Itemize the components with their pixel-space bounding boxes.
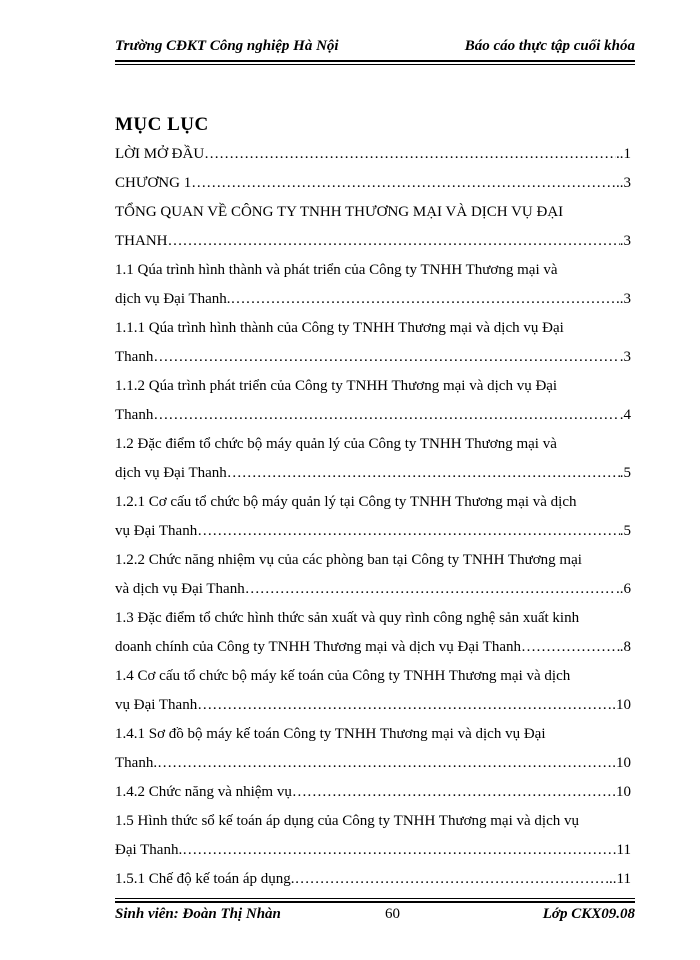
toc-line	[115, 169, 631, 198]
toc-page-number: .3	[619, 349, 631, 365]
toc-leader-dots	[153, 401, 619, 430]
toc-line-text: dịch vụ Đại Thanh.	[115, 291, 231, 307]
toc-leader-dots	[295, 865, 609, 894]
toc-line	[115, 691, 631, 720]
toc-line-text: 1.1.1 Qúa trình hình thành của Công ty TNHH Thương mại và dịch vụ Đại	[115, 320, 564, 336]
toc-line	[115, 720, 631, 749]
report-title: Báo cáo thực tập cuối khóa	[464, 38, 635, 54]
toc-title: MỤC LỤC	[115, 114, 209, 135]
toc-page-number: ..3	[616, 175, 631, 191]
toc-leader-dots	[153, 343, 619, 372]
toc-leader-dots	[191, 169, 616, 198]
toc-line-text: Đại Thanh.	[115, 842, 183, 858]
toc-page-number: ..1	[616, 146, 631, 162]
toc-line-text: và dịch vụ Đại Thanh	[115, 581, 245, 597]
toc-leader-dots	[197, 517, 620, 546]
toc-line	[115, 285, 631, 314]
toc-page-number: .3	[619, 233, 631, 249]
student-name: Sinh viên: Đoàn Thị Nhàn	[115, 906, 281, 922]
toc-line	[115, 633, 631, 662]
toc-leader-dots	[292, 778, 612, 807]
class-code: Lớp CKX09.08	[542, 906, 635, 922]
table-of-contents	[115, 140, 631, 894]
header-rule-thin	[115, 64, 635, 65]
toc-line-text: 1.4.2 Chức năng và nhiệm vụ	[115, 784, 292, 800]
toc-line	[115, 575, 631, 604]
toc-page-number: .4	[619, 407, 631, 423]
toc-line-text: THANH	[115, 233, 168, 249]
toc-line	[115, 749, 631, 778]
toc-line-text: 1.1.2 Qúa trình phát triển của Công ty TNHH Thương mại và dịch vụ Đại	[115, 378, 558, 394]
toc-line-text: 1.4 Cơ cấu tổ chức bộ máy kế toán của Công ty TNHH Thương mại và dịch	[115, 668, 571, 684]
toc-line	[115, 430, 631, 459]
toc-line-text: vụ Đại Thanh	[115, 697, 198, 713]
school-name: Trường CĐKT Công nghiệp Hà Nội	[115, 38, 339, 54]
toc-line	[115, 662, 631, 691]
toc-line-text: 1.3 Đặc điểm tổ chức hình thức sản xuất và quy rình công nghệ sản xuất kinh	[115, 610, 580, 626]
toc-line	[115, 807, 631, 836]
toc-line	[115, 836, 631, 865]
toc-line-text: CHƯƠNG 1	[115, 175, 192, 191]
toc-leader-dots	[245, 575, 616, 604]
toc-line	[115, 227, 631, 256]
toc-page-number: .8	[619, 639, 631, 655]
toc-line-text: TỔNG QUAN VỀ CÔNG TY TNHH THƯƠNG MẠI VÀ DỊCH VỤ ĐẠI	[115, 204, 564, 220]
toc-line	[115, 343, 631, 372]
toc-line	[115, 604, 631, 633]
toc-line	[115, 517, 631, 546]
toc-line-text: 1.2 Đặc điểm tổ chức bộ máy quản lý của Công ty TNHH Thương mại và	[115, 436, 557, 452]
toc-leader-dots	[197, 691, 612, 720]
toc-page-number: .10	[612, 697, 631, 713]
toc-line	[115, 488, 631, 517]
toc-line-text: Thanh	[115, 349, 154, 365]
toc-page-number: .10	[612, 755, 631, 771]
toc-line-text: dịch vụ Đại Thanh	[115, 465, 227, 481]
toc-line	[115, 546, 631, 575]
toc-line	[115, 372, 631, 401]
toc-line	[115, 198, 631, 227]
toc-page-number: .5	[619, 465, 631, 481]
toc-leader-dots	[521, 633, 620, 662]
toc-line-text: 1.5 Hình thức sổ kế toán áp dụng của Công ty TNHH Thương mại và dịch vụ	[115, 813, 579, 829]
toc-line-text: 1.1 Qúa trình hình thành và phát triển của Công ty TNHH Thương mại và	[115, 262, 558, 278]
toc-leader-dots	[168, 227, 620, 256]
toc-leader-dots	[231, 285, 616, 314]
toc-leader-dots	[157, 749, 612, 778]
footer-rule-thin	[115, 898, 635, 899]
toc-page-number: ..11	[609, 871, 631, 887]
toc-line-text: 1.2.2 Chức năng nhiệm vụ của các phòng ban tại Công ty TNHH Thương mại	[115, 552, 582, 568]
toc-line-text: Thanh	[115, 407, 154, 423]
toc-page-number: ..3	[616, 291, 631, 307]
footer-rule-thick	[115, 901, 635, 903]
toc-line-text: 1.2.1 Cơ cấu tổ chức bộ máy quản lý tại Công ty TNHH Thương mại và dịch	[115, 494, 577, 510]
toc-line-text: vụ Đại Thanh	[115, 523, 198, 539]
toc-leader-dots	[227, 459, 620, 488]
toc-line	[115, 140, 631, 169]
toc-line	[115, 314, 631, 343]
toc-leader-dots	[204, 140, 616, 169]
toc-line-text: Thanh.	[115, 755, 158, 771]
toc-line	[115, 401, 631, 430]
toc-line-text: 1.5.1 Chế độ kế toán áp dụng.	[115, 871, 295, 887]
toc-line	[115, 865, 631, 894]
toc-leader-dots	[182, 836, 613, 865]
header-rule-thick	[115, 60, 635, 62]
toc-line-text: doanh chính của Công ty TNHH Thương mại và dịch vụ Đại Thanh	[115, 639, 521, 655]
toc-line	[115, 778, 631, 807]
toc-page-number: .5	[619, 523, 631, 539]
toc-page-number: .10	[612, 784, 631, 800]
toc-line	[115, 256, 631, 285]
toc-page-number: .11	[612, 842, 631, 858]
page-number: 60	[385, 906, 400, 922]
page-footer	[115, 906, 635, 928]
page-header	[115, 38, 635, 60]
toc-line	[115, 459, 631, 488]
toc-line-text: LỜI MỞ ĐẦU	[115, 146, 205, 162]
toc-page-number: ..6	[616, 581, 631, 597]
toc-line-text: 1.4.1 Sơ đồ bộ máy kế toán Công ty TNHH Thương mại và dịch vụ Đại	[115, 726, 546, 742]
